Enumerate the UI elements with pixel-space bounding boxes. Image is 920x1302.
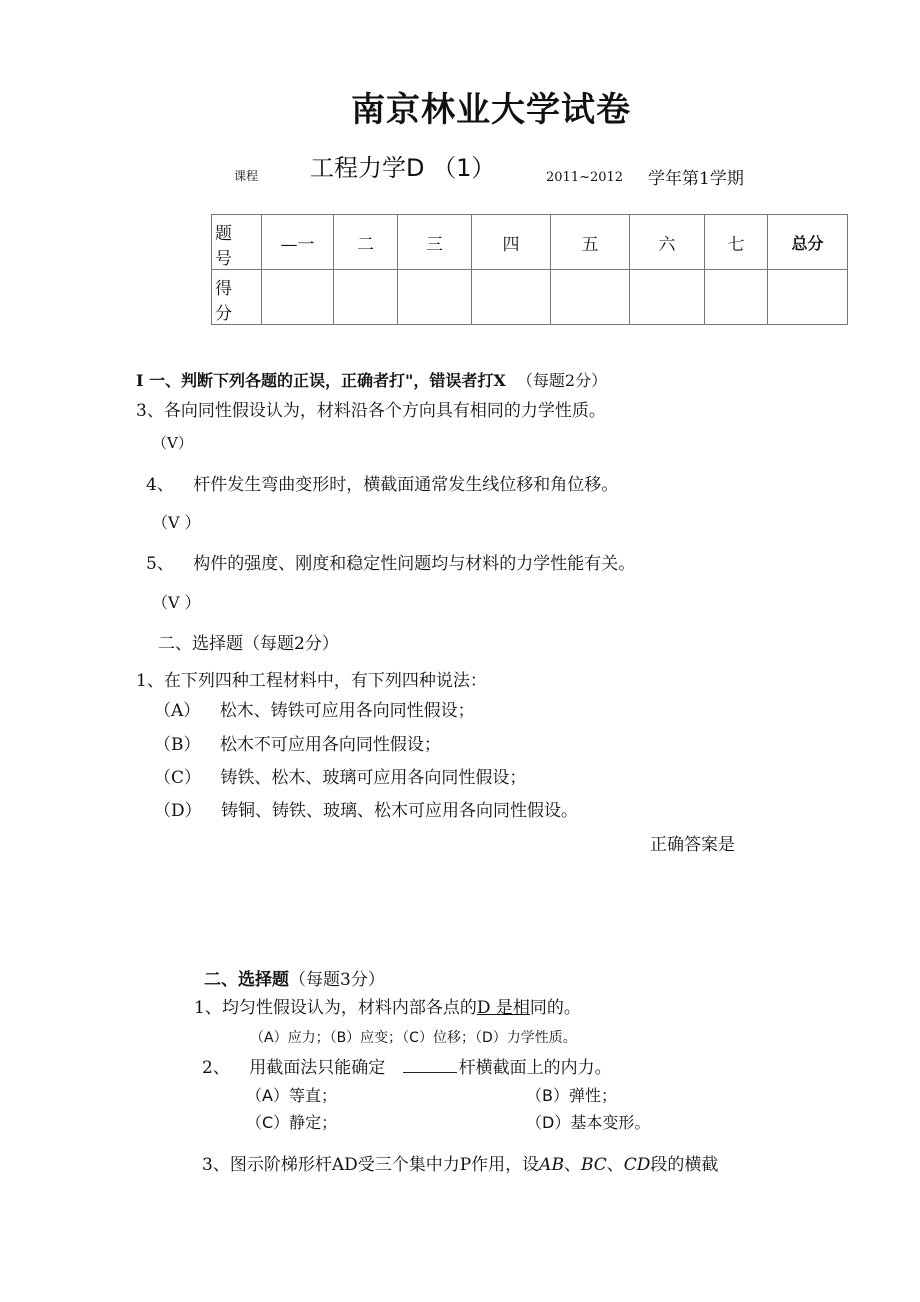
question-5-number: 5、	[146, 554, 174, 574]
column-header-total: 总分	[768, 215, 848, 270]
s3q3-segment-ab: AB	[539, 1155, 564, 1175]
section1-heading-text: I 一、判断下列各题的正误，正确者打"，错误者打X	[136, 371, 506, 390]
option-c-text: 铸铁、松木、玻璃可应用各向同性假设；	[220, 768, 527, 788]
section3-heading	[204, 965, 385, 990]
question-4-text: 杆件发生弯曲变形时，横截面通常发生线位移和角位移。	[193, 475, 619, 495]
section3-heading-text: 二、选择题	[204, 970, 289, 990]
question-3: 3、各向同性假设认为，材料沿各个方向具有相同的力学性质。	[136, 401, 606, 421]
option-d-label: （D）	[154, 801, 202, 821]
score-cell[interactable]	[398, 270, 472, 325]
section3-points: （每题3分）	[289, 970, 385, 990]
s3q2-text-before: 用截面法只能确定	[249, 1058, 386, 1078]
option-a	[154, 696, 475, 721]
question-4-number: 4、	[146, 475, 174, 495]
score-cell[interactable]	[472, 270, 551, 325]
s3q2-option-a: （A）等直；	[246, 1086, 337, 1105]
s3q2-option-c: （C）静定；	[246, 1113, 338, 1132]
section1-heading	[136, 368, 607, 391]
question-5	[146, 549, 635, 574]
course-name: 工程力学D （1）	[310, 154, 496, 182]
academic-year: 2011~2012	[546, 170, 624, 185]
s3q3-sep2: 、	[606, 1155, 624, 1175]
column-header: 四	[472, 215, 551, 270]
score-cell[interactable]	[551, 270, 630, 325]
score-cell[interactable]	[262, 270, 334, 325]
question-number-row	[212, 215, 848, 270]
row-label-question-number: 题 号	[212, 215, 262, 270]
s3q1-text-after: 同的。	[529, 998, 581, 1018]
s3q2-option-d: （D）基本变形。	[526, 1113, 651, 1132]
answer-3: （V）	[152, 434, 193, 452]
answer-prompt: 正确答案是	[650, 835, 735, 855]
s3q3-text-after: 段的横截	[650, 1155, 719, 1175]
column-header: 七	[705, 215, 768, 270]
s3q2-blank[interactable]	[403, 1058, 457, 1073]
option-c-label: （C）	[154, 768, 202, 788]
section2-heading: 二、选择题（每题2分）	[158, 634, 339, 654]
score-table	[211, 214, 848, 325]
answer-5: （V ）	[152, 593, 201, 612]
exam-title: 南京林业大学试卷	[351, 90, 631, 130]
s3q3-sep1: 、	[563, 1155, 581, 1175]
column-header: 二	[334, 215, 398, 270]
section1-points: （每题2分）	[516, 371, 608, 390]
column-header: 五	[551, 215, 630, 270]
answer-4: （V ）	[152, 513, 201, 532]
option-a-text: 松木、铸铁可应用各向同性假设；	[219, 701, 475, 721]
s3q1-options: （A）应力；（B）应变；（C）位移；（D）力学性质。	[250, 1030, 577, 1046]
row-label-score: 得 分	[212, 270, 262, 325]
s3q3-segment-bc: BC	[580, 1155, 607, 1175]
s3q2-number: 2、	[202, 1058, 230, 1078]
section3-question-1	[194, 993, 581, 1018]
s3q2-option-b: （B）弹性；	[526, 1086, 617, 1105]
option-d-text: 铸铜、铸铁、玻璃、松木可应用各向同性假设。	[221, 801, 579, 821]
option-c	[154, 763, 526, 788]
s3q3-segment-cd: CD	[623, 1155, 651, 1175]
question-4	[146, 470, 618, 495]
section3-question-3	[202, 1150, 718, 1175]
option-a-label: （A）	[154, 701, 201, 721]
score-cell[interactable]	[705, 270, 768, 325]
score-cell-total[interactable]	[768, 270, 848, 325]
score-cell[interactable]	[334, 270, 398, 325]
term: 学年第1学期	[648, 169, 744, 189]
s3q1-answer-underlined: D 是相	[476, 998, 530, 1018]
section3-question-2	[202, 1053, 612, 1078]
option-b-label: （B）	[154, 735, 201, 755]
column-header: —一	[262, 215, 334, 270]
score-cell[interactable]	[630, 270, 705, 325]
score-row	[212, 270, 848, 325]
option-b	[154, 730, 441, 755]
section2-question-1: 1、在下列四种工程材料中，有下列四种说法：	[136, 671, 487, 691]
option-d	[154, 796, 578, 821]
s3q2-text-after: 杆横截面上的内力。	[458, 1058, 612, 1078]
option-b-text: 松木不可应用各向同性假设；	[219, 735, 441, 755]
s3q3-text-before: 3、图示阶梯形杆AD受三个集中力P作用，设	[202, 1155, 540, 1175]
column-header: 三	[398, 215, 472, 270]
column-header: 六	[630, 215, 705, 270]
course-label: 课程	[234, 169, 259, 183]
s3q1-text-before: 1、均匀性假设认为，材料内部各点的	[194, 998, 477, 1018]
question-5-text: 构件的强度、刚度和稳定性问题均与材料的力学性能有关。	[193, 554, 636, 574]
